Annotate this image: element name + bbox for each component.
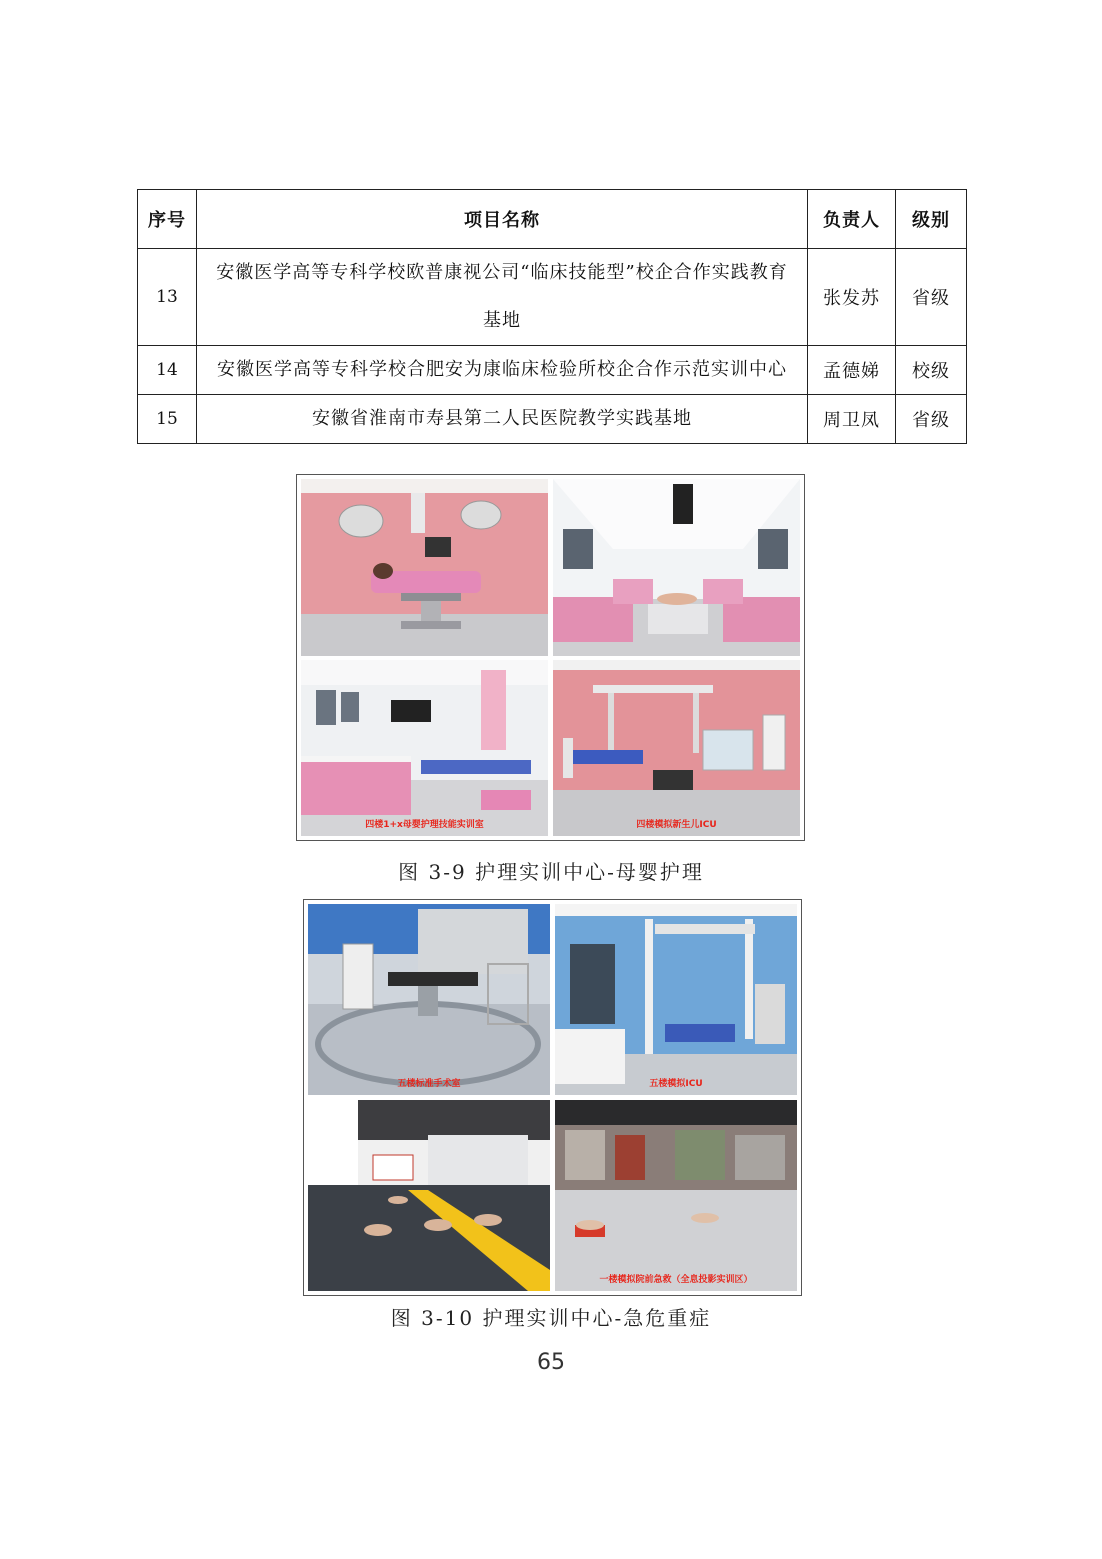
header-project-name: 项目名称 [197, 190, 808, 249]
row-leader: 张发苏 [808, 249, 896, 346]
table-header-row [138, 190, 967, 249]
photo-label: 五楼标准手术室 [397, 1079, 461, 1089]
photo-maternal-skills-room [301, 660, 548, 836]
figure-caption: 图 3-9 护理实训中心-母婴护理 [398, 860, 704, 884]
row-leader: 周卫凤 [808, 395, 896, 444]
row-project-name-line2: 基地 [483, 310, 521, 331]
row-level: 省级 [896, 249, 967, 346]
table-row [138, 395, 967, 444]
table-row [138, 249, 967, 346]
photo-operating-room [308, 904, 550, 1095]
row-level: 校级 [896, 346, 967, 395]
photo-neonatal-icu [553, 660, 800, 836]
header-leader: 负责人 [808, 190, 896, 249]
row-project-name: 安徽省淮南市寿县第二人民医院教学实践基地 [197, 395, 808, 444]
figure-critical-care [303, 899, 802, 1296]
photo-label: 一楼模拟院前急救（全息投影实训区） [599, 1275, 753, 1285]
row-no: 13 [138, 249, 197, 346]
figure-maternal-infant-care [296, 474, 805, 841]
row-project-name-line1: 安徽医学高等专科学校欧普康视公司“临床技能型”校企合作实践教育 [216, 262, 788, 283]
page-number: 65 [537, 1350, 565, 1375]
row-level: 省级 [896, 395, 967, 444]
row-leader: 孟德娣 [808, 346, 896, 395]
photo-icu [555, 904, 797, 1095]
photo-first-aid-hall [308, 1100, 550, 1291]
header-no: 序号 [138, 190, 197, 249]
photo-label: 五楼模拟ICU [649, 1079, 703, 1089]
photo-training-lab [553, 479, 800, 656]
projects-table [137, 189, 967, 444]
figure-caption: 图 3-10 护理实训中心-急危重症 [390, 1306, 712, 1330]
row-no: 15 [138, 395, 197, 444]
photo-label: 四楼1+x母婴护理技能实训室 [365, 820, 484, 830]
header-level: 级别 [896, 190, 967, 249]
photo-hologram-area [555, 1100, 797, 1291]
photo-delivery-room [301, 479, 548, 656]
row-project-name [197, 249, 808, 346]
row-no: 14 [138, 346, 197, 395]
table-row [138, 346, 967, 395]
row-project-name: 安徽医学高等专科学校合肥安为康临床检验所校企合作示范实训中心 [197, 346, 808, 395]
photo-label: 四楼模拟新生儿ICU [636, 820, 717, 830]
